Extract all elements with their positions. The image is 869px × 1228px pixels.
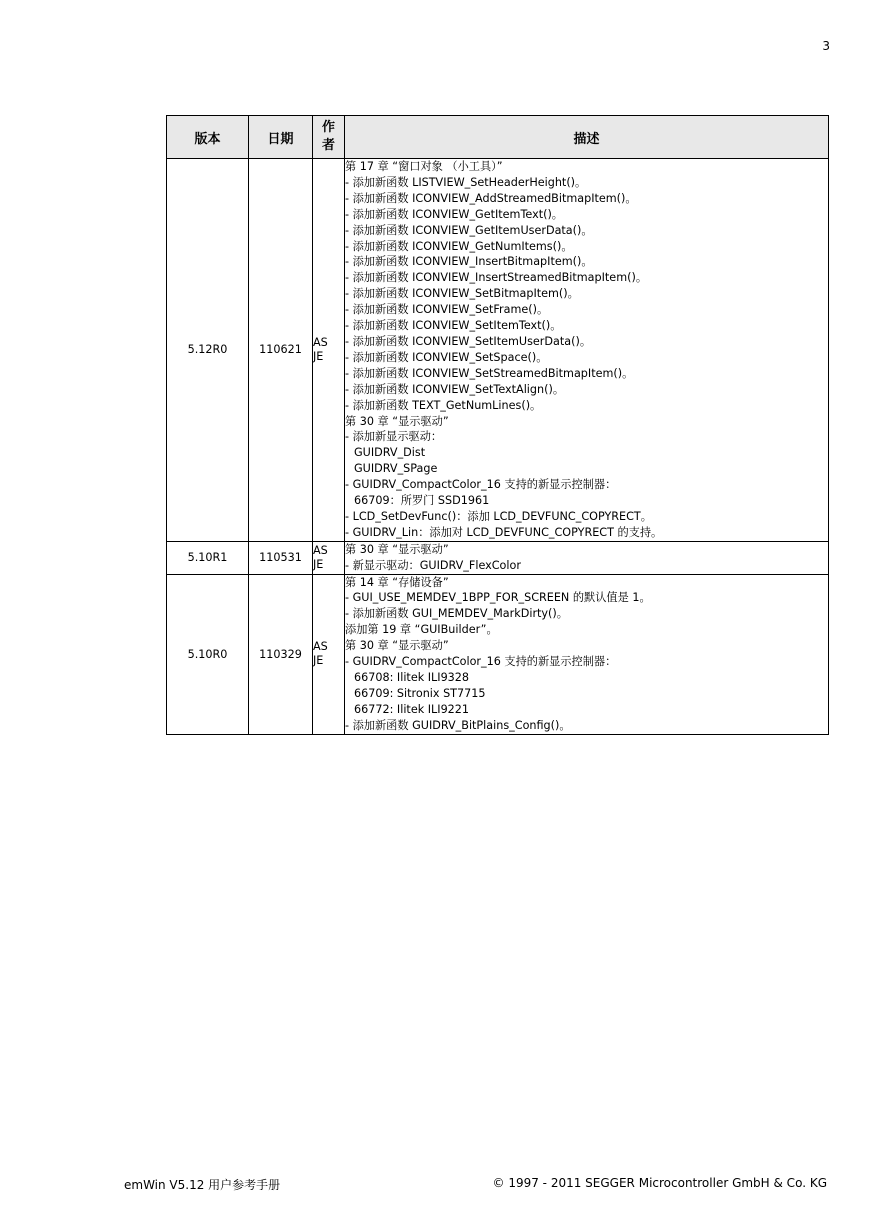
description-line: 第 30 章 “显示驱动” [345, 639, 449, 653]
footer-copyright: © 1997 - 2011 SEGGER Microcontroller GmbH & Co. KG [492, 1176, 827, 1190]
description-line: - GUI_USE_MEMDEV_1BPP_FOR_SCREEN 的默认值是 1。 [345, 591, 651, 605]
description-line: 66709：所罗门 SSD1961 [354, 494, 490, 508]
description-line: 第 30 章 “显示驱动” [345, 542, 449, 556]
row-author-line1: AS [313, 640, 328, 654]
description-line: - 新显示驱动：GUIDRV_FlexColor [345, 558, 521, 572]
header-author-line1: 作 [321, 120, 335, 135]
row-author-line1: AS [313, 543, 328, 557]
description-line: - 添加新函数 ICONVIEW_GetNumItems()。 [345, 239, 573, 253]
description-line: GUIDRV_SPage [354, 462, 438, 476]
description-line: - 添加新函数 ICONVIEW_SetBitmapItem()。 [345, 287, 579, 301]
description-line: - 添加新函数 GUIDRV_BitPlains_Config()。 [345, 718, 571, 732]
row-version: 5.12R0 [167, 159, 249, 542]
description-line: GUIDRV_Dist [354, 446, 426, 460]
description-line: - 添加新函数 ICONVIEW_SetItemUserData()。 [345, 334, 592, 348]
description-line: - 添加新函数 ICONVIEW_SetStreamedBitmapItem()。 [345, 366, 634, 380]
header-date: 日期 [249, 116, 313, 159]
revision-history-table [166, 115, 829, 735]
description-line: 添加第 19 章 “GUIBuilder”。 [345, 623, 498, 637]
description-line: - 添加新函数 ICONVIEW_SetTextAlign()。 [345, 382, 565, 396]
row-author-line2: JE [313, 654, 324, 668]
description-line: - GUIDRV_Lin：添加对 LCD_DEVFUNC_COPYRECT 的支持。 [345, 525, 663, 539]
description-line: 66772: Ilitek ILI9221 [354, 702, 470, 716]
row-description [345, 541, 829, 574]
row-author-line2: JE [313, 349, 324, 363]
description-line: - 添加新函数 ICONVIEW_SetItemText()。 [345, 319, 562, 333]
description-line: - 添加新函数 TEXT_GetNumLines()。 [345, 398, 542, 412]
row-version: 5.10R0 [167, 574, 249, 734]
description-line: 第 17 章 “窗口对象 （小工具）” [345, 160, 503, 173]
description-line: - 添加新函数 ICONVIEW_GetItemUserData()。 [345, 223, 593, 237]
row-author [313, 159, 345, 542]
row-author [313, 574, 345, 734]
row-version: 5.10R1 [167, 541, 249, 574]
header-description: 描述 [345, 116, 829, 159]
description-line: - LCD_SetDevFunc()：添加 LCD_DEVFUNC_COPYRECT。 [345, 509, 652, 523]
description-line: - 添加新函数 ICONVIEW_InsertBitmapItem()。 [345, 255, 593, 269]
row-author-line1: AS [313, 335, 328, 349]
table-header-row [167, 116, 829, 159]
header-author-line2: 者 [321, 138, 335, 153]
description-line: 第 30 章 “显示驱动” [345, 414, 449, 428]
description-line: - 添加新函数 ICONVIEW_AddStreamedBitmapItem()。 [345, 191, 637, 205]
description-line: - 添加新函数 ICONVIEW_SetSpace()。 [345, 350, 548, 364]
description-line: 66709: Sitronix ST7715 [354, 686, 486, 700]
description-line: - GUIDRV_CompactColor_16 支持的新显示控制器： [345, 478, 617, 492]
description-line: 66708: Ilitek ILI9328 [354, 671, 470, 684]
row-date: 110621 [249, 159, 313, 542]
table-row [167, 574, 829, 734]
header-author [313, 116, 345, 159]
description-line: - 添加新函数 ICONVIEW_GetItemText()。 [345, 207, 563, 221]
row-author-line2: JE [313, 557, 324, 571]
row-author [313, 541, 345, 574]
description-line: - 添加新函数 ICONVIEW_InsertStreamedBitmapItem()。 [345, 271, 648, 285]
footer-manual-title: emWin V5.12 用户参考手册 [124, 1178, 281, 1192]
header-version: 版本 [167, 116, 249, 159]
row-description [345, 159, 829, 542]
description-line: - 添加新显示驱动： [345, 430, 443, 444]
description-line: - GUIDRV_CompactColor_16 支持的新显示控制器： [345, 655, 617, 669]
description-line: - 添加新函数 LISTVIEW_SetHeaderHeight()。 [345, 175, 587, 189]
description-line: - 添加新函数 GUI_MEMDEV_MarkDirty()。 [345, 607, 568, 621]
row-date: 110531 [249, 541, 313, 574]
row-description [345, 574, 829, 734]
table-row [167, 541, 829, 574]
description-line: 第 14 章 “存储设备” [345, 575, 449, 589]
description-line: - 添加新函数 ICONVIEW_SetFrame()。 [345, 303, 549, 317]
table-row [167, 159, 829, 542]
row-date: 110329 [249, 574, 313, 734]
page-number: 3 [822, 39, 830, 53]
